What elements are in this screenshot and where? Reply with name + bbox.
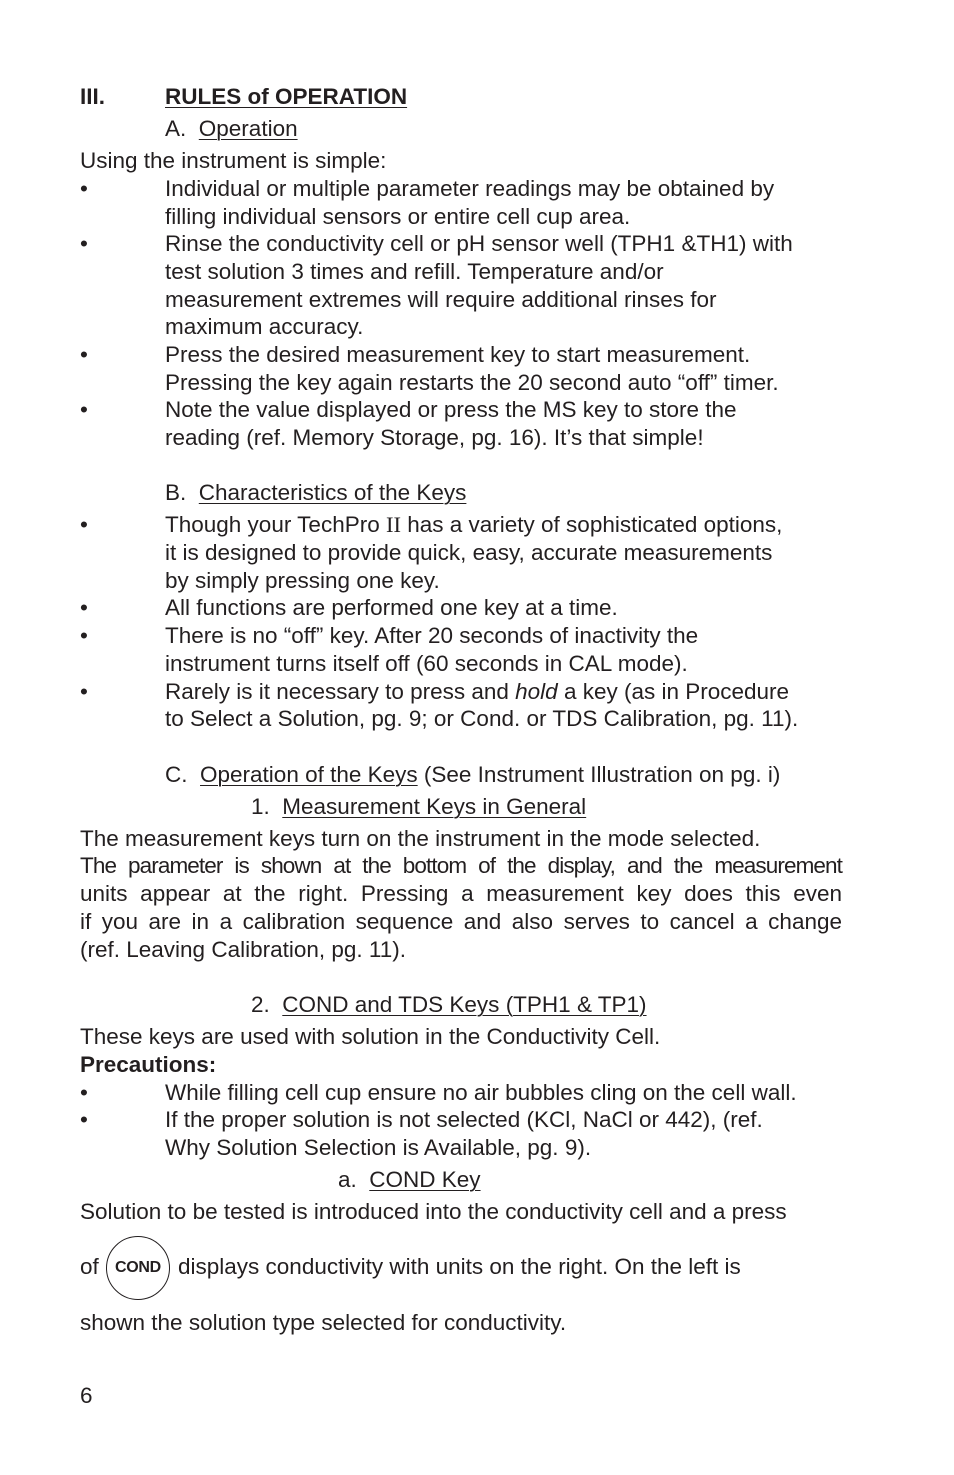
paragraph-line: (ref. Leaving Calibration, pg. 11). bbox=[80, 937, 407, 962]
paragraph-line: units appear at the right. Pressing a measurement key does this even bbox=[80, 881, 842, 906]
bullet-marker: • bbox=[80, 342, 88, 367]
bullet-text: maximum accuracy. bbox=[165, 314, 364, 339]
intro-text: Using the instrument is simple: bbox=[80, 148, 387, 173]
paragraph-line: The measurement keys turn on the instrument in the mode selected. bbox=[80, 826, 761, 851]
bullet-text: filling individual sensors or entire cell cup area. bbox=[165, 204, 631, 229]
bullet-text: by simply pressing one key. bbox=[165, 568, 440, 593]
item-2-heading: 2. COND and TDS Keys (TPH1 & TP1) bbox=[251, 992, 647, 1017]
bullet-text: Pressing the key again restarts the 20 second auto “off” timer. bbox=[165, 370, 779, 395]
cond-key-icon: COND bbox=[106, 1236, 170, 1300]
paragraph-line: of bbox=[80, 1254, 99, 1279]
paragraph-line: shown the solution type selected for conductivity. bbox=[80, 1310, 567, 1335]
bullet-marker: • bbox=[80, 1080, 88, 1105]
bullet-text: There is no “off” key. After 20 seconds of inactivity the bbox=[165, 623, 699, 648]
bullet-marker: • bbox=[80, 679, 88, 704]
bullet-text: Why Solution Selection is Available, pg. 9). bbox=[165, 1135, 592, 1160]
subsection-b-heading bbox=[165, 479, 466, 507]
bullet-text: Individual or multiple parameter readings may be obtained by bbox=[165, 176, 775, 201]
precautions-heading: Precautions: bbox=[80, 1052, 217, 1077]
bullet-text: reading (ref. Memory Storage, pg. 16). It’s that simple! bbox=[165, 425, 704, 450]
bullet-text: Though your TechPro II has a variety of sophisticated options, bbox=[165, 512, 783, 537]
subsection-title: Operation of the Keys bbox=[200, 762, 418, 787]
roman-numeral: II bbox=[385, 512, 401, 537]
page-number: 6 bbox=[80, 1383, 93, 1408]
item-title: Measurement Keys in General bbox=[282, 794, 587, 819]
bullet-text: If the proper solution is not selected (KCl, NaCl or 442), (ref. bbox=[165, 1107, 763, 1132]
bullet-marker: • bbox=[80, 1107, 88, 1132]
emphasis-text: hold bbox=[515, 679, 558, 704]
subsection-note: (See Instrument Illustration on pg. i) bbox=[417, 762, 781, 787]
paragraph-line: if you are in a calibration sequence and also serves to cancel a change bbox=[80, 909, 842, 934]
subsection-a-heading bbox=[165, 115, 298, 143]
paragraph-line: The parameter is shown at the bottom of the display, and the measurement bbox=[80, 853, 842, 878]
bullet-text: Note the value displayed or press the MS key to store the bbox=[165, 397, 737, 422]
bullet-text: All functions are performed one key at a time. bbox=[165, 595, 618, 620]
subsection-letter: A. bbox=[165, 116, 187, 141]
item-title: COND Key bbox=[369, 1167, 481, 1192]
paragraph-line: Solution to be tested is introduced into the conductivity cell and a press bbox=[80, 1199, 787, 1224]
bullet-text: test solution 3 times and refill. Temperature and/or bbox=[165, 259, 664, 284]
bullet-marker: • bbox=[80, 512, 88, 537]
item-title: COND and TDS Keys (TPH1 & TP1) bbox=[282, 992, 647, 1017]
bullet-text: Rarely is it necessary to press and hold a key (as in Procedure bbox=[165, 679, 790, 704]
item-a-heading: a. COND Key bbox=[338, 1167, 481, 1192]
subsection-title: Characteristics of the Keys bbox=[198, 480, 467, 505]
section-title: RULES of OPERATION bbox=[165, 84, 408, 109]
bullet-marker: • bbox=[80, 176, 88, 201]
bullet-marker: • bbox=[80, 623, 88, 648]
bullet-marker: • bbox=[80, 397, 88, 422]
bullet-text: measurement extremes will require additional rinses for bbox=[165, 287, 717, 312]
subsection-letter: C. bbox=[165, 762, 188, 787]
bullet-marker: • bbox=[80, 595, 88, 620]
bullet-text: it is designed to provide quick, easy, accurate measurements bbox=[165, 540, 773, 565]
subsection-c-heading bbox=[165, 761, 780, 789]
item-1-heading: 1. Measurement Keys in General bbox=[251, 794, 587, 819]
section-number: III. bbox=[80, 84, 106, 109]
subsection-title: Operation bbox=[198, 116, 298, 141]
bullet-text: Rinse the conductivity cell or pH sensor well (TPH1 &TH1) with bbox=[165, 231, 793, 256]
paragraph-line: These keys are used with solution in the Conductivity Cell. bbox=[80, 1024, 661, 1049]
bullet-text: instrument turns itself off (60 seconds in CAL mode). bbox=[165, 651, 688, 676]
paragraph-line: displays conductivity with units on the right. On the left is bbox=[178, 1254, 741, 1279]
bullet-marker: • bbox=[80, 231, 88, 256]
subsection-letter: B. bbox=[165, 480, 187, 505]
bullet-text: While filling cell cup ensure no air bubbles cling on the cell wall. bbox=[165, 1080, 797, 1105]
bullet-text: to Select a Solution, pg. 9; or Cond. or TDS Calibration, pg. 11). bbox=[165, 706, 799, 731]
bullet-text: Press the desired measurement key to start measurement. bbox=[165, 342, 751, 367]
